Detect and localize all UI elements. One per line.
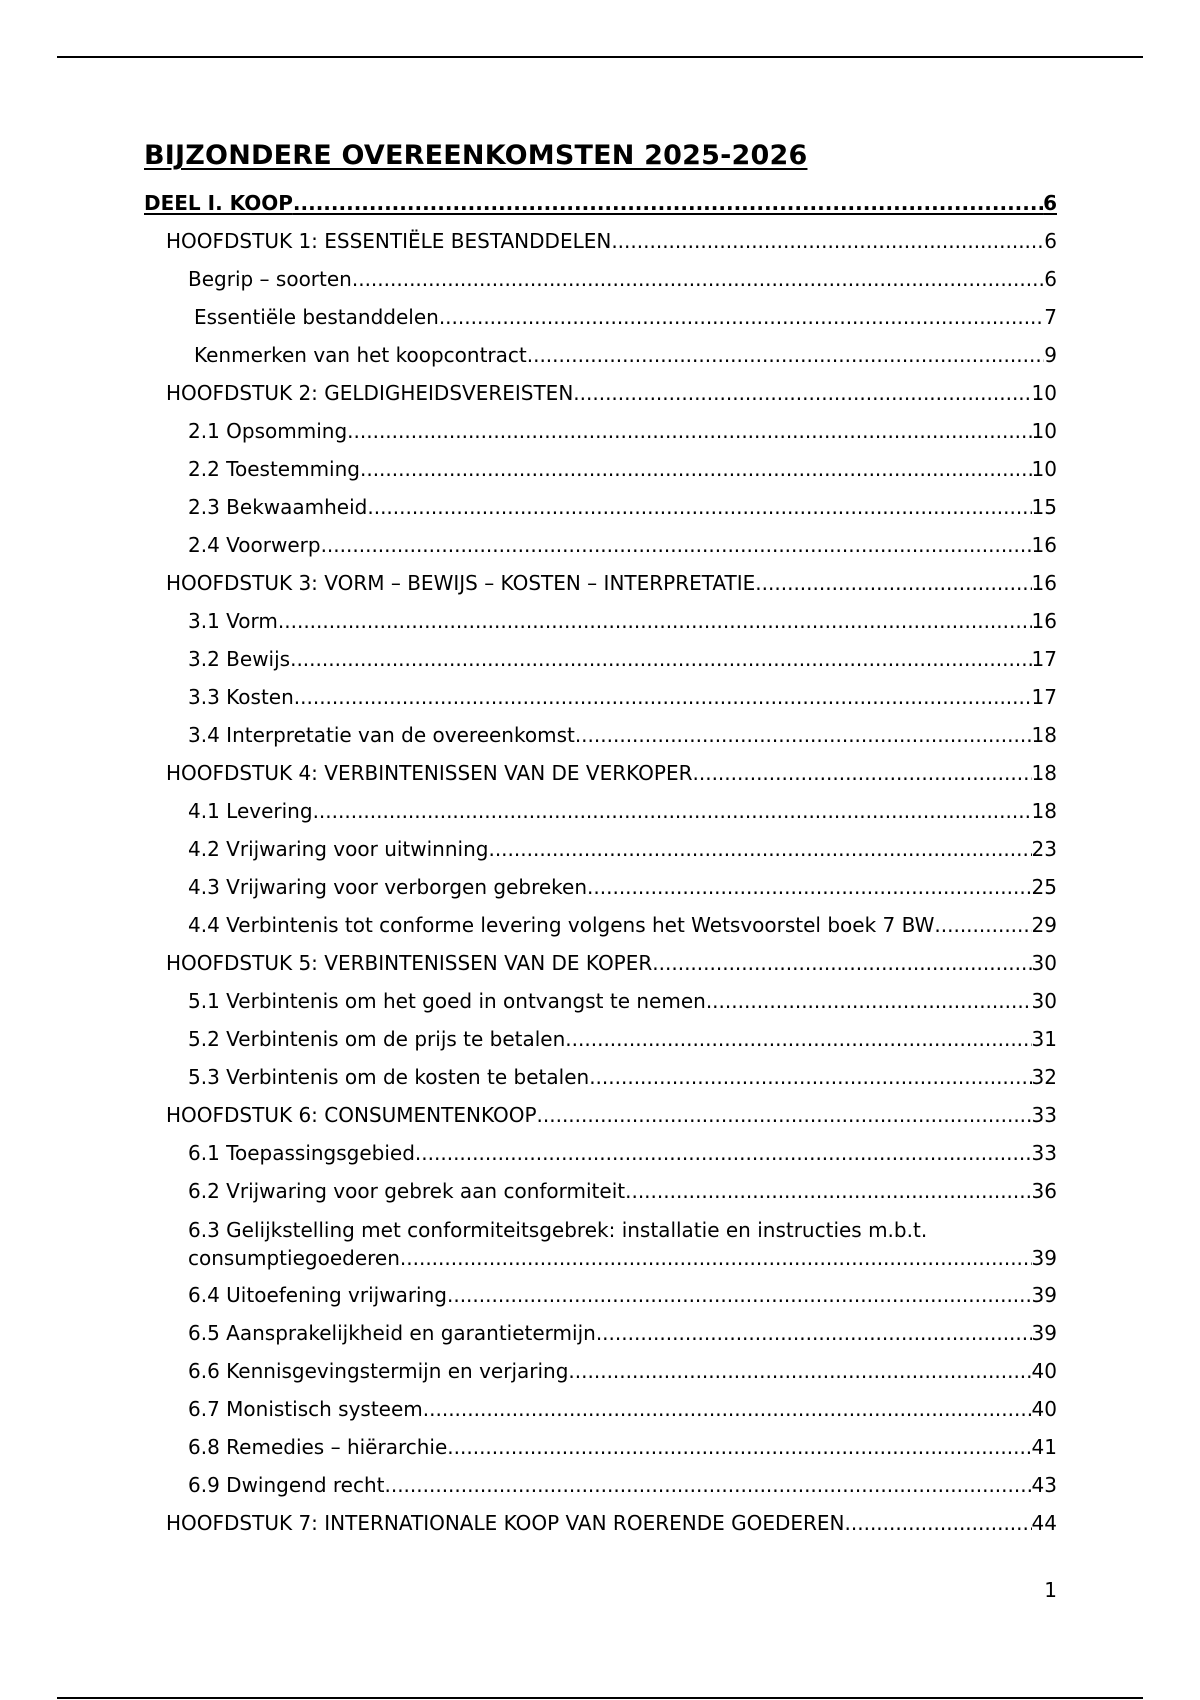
toc-entry-label: 6.3 Gelijkstelling met conformiteitsgebrek: installatie en instructies m.b.t. (188, 1218, 928, 1242)
toc-dot-leader (293, 184, 1043, 222)
toc-dot-leader (347, 412, 1031, 450)
toc-entry-deel-i[interactable] (144, 184, 1057, 222)
toc-dot-leader (384, 1466, 1031, 1504)
toc-entry-3-4[interactable] (144, 716, 1057, 754)
toc-entry-hoofdstuk-1[interactable] (144, 222, 1057, 260)
toc-dot-leader (352, 260, 1044, 298)
toc-dot-leader (400, 1244, 1032, 1272)
toc-entry-6-2[interactable] (144, 1172, 1057, 1210)
toc-dot-leader (934, 906, 1031, 944)
toc-entry-2-4[interactable] (144, 526, 1057, 564)
table-of-contents (144, 184, 1057, 1542)
toc-entry-page: 16 (1031, 571, 1057, 595)
toc-entry-begrip-soorten[interactable] (144, 260, 1057, 298)
toc-dot-leader (447, 1276, 1032, 1314)
toc-entry-5-3[interactable] (144, 1058, 1057, 1096)
toc-entry-2-2[interactable] (144, 450, 1057, 488)
page-number: 1 (1044, 1578, 1057, 1602)
toc-entry-label: 4.2 Vrijwaring voor uitwinning (188, 837, 489, 861)
toc-entry-page: 10 (1031, 381, 1057, 405)
footer-rule (57, 1697, 1143, 1699)
toc-entry-label: HOOFDSTUK 7: INTERNATIONALE KOOP VAN ROERENDE GOEDEREN (166, 1511, 845, 1535)
toc-dot-leader (439, 298, 1044, 336)
toc-entry-label: 5.1 Verbintenis om het goed in ontvangst te nemen (188, 989, 706, 1013)
toc-entry-page: 40 (1031, 1359, 1057, 1383)
toc-entry-hoofdstuk-4[interactable] (144, 754, 1057, 792)
toc-entry-label: 2.1 Opsomming (188, 419, 348, 443)
toc-entry-page: 18 (1031, 723, 1057, 747)
toc-dot-leader (565, 1020, 1031, 1058)
toc-entry-label-continued: consumptiegoederen (188, 1246, 400, 1270)
toc-dot-leader (845, 1504, 1032, 1542)
toc-entry-label: HOOFDSTUK 5: VERBINTENISSEN VAN DE KOPER (166, 951, 653, 975)
toc-entry-4-1[interactable] (144, 792, 1057, 830)
toc-dot-leader (568, 1352, 1031, 1390)
toc-dot-leader (537, 1096, 1032, 1134)
toc-dot-leader (415, 1134, 1032, 1172)
toc-entry-hoofdstuk-6[interactable] (144, 1096, 1057, 1134)
toc-dot-leader (596, 1314, 1032, 1352)
toc-entry-label: HOOFDSTUK 6: CONSUMENTENKOOP (166, 1103, 537, 1127)
toc-entry-kenmerken[interactable] (144, 336, 1057, 374)
toc-entry-page: 33 (1031, 1103, 1057, 1127)
toc-entry-label: 4.3 Vrijwaring voor verborgen gebreken (188, 875, 588, 899)
toc-dot-leader (367, 488, 1031, 526)
toc-entry-label: 6.7 Monistisch systeem (188, 1397, 423, 1421)
toc-entry-5-1[interactable] (144, 982, 1057, 1020)
toc-entry-6-8[interactable] (144, 1428, 1057, 1466)
toc-dot-leader (611, 222, 1044, 260)
toc-entry-page: 43 (1031, 1473, 1057, 1497)
toc-entry-page: 6 (1044, 267, 1057, 291)
toc-entry-page: 41 (1031, 1435, 1057, 1459)
toc-entry-page: 17 (1031, 647, 1057, 671)
toc-entry-page: 15 (1031, 495, 1057, 519)
toc-entry-4-2[interactable] (144, 830, 1057, 868)
toc-entry-3-1[interactable] (144, 602, 1057, 640)
toc-entry-page: 10 (1031, 419, 1057, 443)
toc-entry-4-3[interactable] (144, 868, 1057, 906)
toc-entry-3-2[interactable] (144, 640, 1057, 678)
toc-entry-6-7[interactable] (144, 1390, 1057, 1428)
toc-entry-page: 40 (1031, 1397, 1057, 1421)
toc-dot-leader (693, 754, 1032, 792)
toc-entry-label: 4.4 Verbintenis tot conforme levering volgens het Wetsvoorstel boek 7 BW (188, 913, 935, 937)
toc-entry-label: Begrip – soorten (188, 267, 352, 291)
toc-entry-4-4[interactable] (144, 906, 1057, 944)
toc-entry-page: 31 (1031, 1027, 1057, 1051)
toc-dot-leader (573, 374, 1031, 412)
toc-entry-label: 6.2 Vrijwaring voor gebrek aan conformiteit (188, 1179, 626, 1203)
toc-entry-label: Kenmerken van het koopcontract (194, 343, 527, 367)
toc-entry-label: 6.6 Kennisgevingstermijn en verjaring (188, 1359, 569, 1383)
toc-dot-leader (290, 640, 1031, 678)
toc-entry-page: 16 (1031, 533, 1057, 557)
toc-dot-leader (360, 450, 1032, 488)
toc-entry-label: 3.4 Interpretatie van de overeenkomst (188, 723, 575, 747)
document-title: BIJZONDERE OVEREENKOMSTEN 2025-2026 (144, 140, 808, 171)
toc-entry-page: 30 (1031, 989, 1057, 1013)
toc-entry-label: 3.3 Kosten (188, 685, 294, 709)
toc-entry-page: 18 (1031, 761, 1057, 785)
toc-dot-leader (321, 526, 1032, 564)
toc-entry-label: 2.2 Toestemming (188, 457, 360, 481)
toc-entry-label: 5.3 Verbintenis om de kosten te betalen (188, 1065, 590, 1089)
toc-dot-leader (589, 1058, 1031, 1096)
toc-entry-page: 36 (1031, 1179, 1057, 1203)
toc-entry-label: 3.2 Bewijs (188, 647, 291, 671)
toc-dot-leader (706, 982, 1032, 1020)
toc-entry-page: 23 (1031, 837, 1057, 861)
toc-entry-3-3[interactable] (144, 678, 1057, 716)
toc-dot-leader (447, 1428, 1031, 1466)
toc-entry-6-9[interactable] (144, 1466, 1057, 1504)
toc-entry-2-3[interactable] (144, 488, 1057, 526)
toc-entry-label: 5.2 Verbintenis om de prijs te betalen (188, 1027, 566, 1051)
toc-entry-6-4[interactable] (144, 1276, 1057, 1314)
toc-dot-leader (652, 944, 1031, 982)
toc-dot-leader (625, 1172, 1031, 1210)
toc-entry-label: DEEL I. KOOP (144, 191, 293, 215)
toc-entry-6-5[interactable] (144, 1314, 1057, 1352)
toc-entry-label: 2.3 Bekwaamheid (188, 495, 368, 519)
toc-entry-page: 18 (1031, 799, 1057, 823)
toc-entry-page: 30 (1031, 951, 1057, 975)
toc-entry-page: 10 (1031, 457, 1057, 481)
toc-entry-label: HOOFDSTUK 2: GELDIGHEIDSVEREISTEN (166, 381, 574, 405)
toc-entry-page: 17 (1031, 685, 1057, 709)
header-rule (57, 56, 1143, 58)
toc-entry-label: 6.4 Uitoefening vrijwaring (188, 1283, 447, 1307)
toc-dot-leader (313, 792, 1032, 830)
toc-entry-page: 9 (1044, 343, 1057, 367)
toc-entry-page: 39 (1031, 1321, 1057, 1345)
toc-dot-leader (587, 868, 1032, 906)
toc-dot-leader (294, 678, 1032, 716)
toc-entry-essentiele-bestanddelen[interactable] (144, 298, 1057, 336)
toc-dot-leader (423, 1390, 1032, 1428)
toc-entry-page: 32 (1031, 1065, 1057, 1089)
toc-entry-label: HOOFDSTUK 1: ESSENTIËLE BESTANDDELEN (166, 229, 612, 253)
toc-entry-2-1[interactable] (144, 412, 1057, 450)
toc-entry-hoofdstuk-5[interactable] (144, 944, 1057, 982)
toc-entry-label: Essentiële bestanddelen (194, 305, 439, 329)
toc-dot-leader (575, 716, 1032, 754)
toc-entry-page: 6 (1044, 229, 1057, 253)
toc-entry-5-2[interactable] (144, 1020, 1057, 1058)
toc-entry-label: 6.1 Toepassingsgebied (188, 1141, 415, 1165)
toc-entry-label: HOOFDSTUK 3: VORM – BEWIJS – KOSTEN – INTERPRETATIE (166, 571, 756, 595)
toc-entry-label: 4.1 Levering (188, 799, 313, 823)
toc-entry-page: 25 (1031, 875, 1057, 899)
toc-dot-leader (527, 336, 1045, 374)
toc-entry-6-3[interactable] (144, 1210, 1057, 1276)
toc-entry-label: 6.9 Dwingend recht (188, 1473, 385, 1497)
toc-entry-page: 29 (1031, 913, 1057, 937)
toc-entry-label: 2.4 Voorwerp (188, 533, 321, 557)
toc-dot-leader (755, 564, 1031, 602)
toc-entry-page: 6 (1043, 191, 1057, 215)
toc-entry-6-6[interactable] (144, 1352, 1057, 1390)
toc-entry-label: HOOFDSTUK 4: VERBINTENISSEN VAN DE VERKOPER (166, 761, 693, 785)
toc-entry-label: 6.5 Aansprakelijkheid en garantietermijn (188, 1321, 596, 1345)
toc-entry-hoofdstuk-2[interactable] (144, 374, 1057, 412)
toc-entry-hoofdstuk-3[interactable] (144, 564, 1057, 602)
toc-entry-6-1[interactable] (144, 1134, 1057, 1172)
toc-entry-page: 39 (1031, 1283, 1057, 1307)
toc-entry-page: 16 (1031, 609, 1057, 633)
toc-entry-page: 33 (1031, 1141, 1057, 1165)
toc-dot-leader (488, 830, 1031, 868)
toc-entry-page: 44 (1031, 1511, 1057, 1535)
toc-entry-hoofdstuk-7[interactable] (144, 1504, 1057, 1542)
toc-entry-label: 3.1 Vorm (188, 609, 278, 633)
toc-entry-label: 6.8 Remedies – hiërarchie (188, 1435, 448, 1459)
toc-entry-page: 39 (1031, 1246, 1057, 1270)
toc-entry-page: 7 (1044, 305, 1057, 329)
toc-dot-leader (278, 602, 1032, 640)
